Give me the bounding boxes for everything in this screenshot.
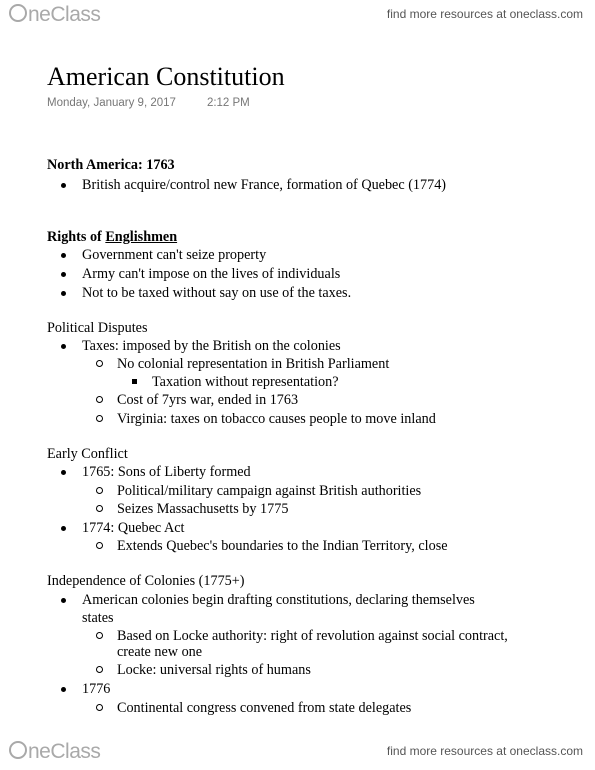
- note-time: 2:12 PM: [206, 97, 250, 109]
- section-heading: North America: 1763: [47, 157, 175, 173]
- bullet-item: Army can't impose on the lives of individuals: [82, 266, 341, 282]
- section-heading: Independence of Colonies (1775+): [47, 573, 245, 589]
- footer-tagline[interactable]: find more resources at oneclass.com: [386, 744, 583, 758]
- sub-bullet-item: Locke: universal rights of humans: [117, 662, 311, 678]
- bullet-item: Government can't seize property: [82, 247, 267, 263]
- oneclass-logo[interactable]: neClass: [9, 3, 100, 27]
- note-timestamp: [47, 97, 250, 109]
- header-tagline[interactable]: find more resources at oneclass.com: [386, 7, 583, 21]
- page-footer: [0, 740, 595, 768]
- sub-bullet-item: Based on Locke authority: right of revolution against social contract,: [117, 628, 508, 644]
- bullet-item: British acquire/control new France, formation of Quebec (1774): [82, 177, 447, 193]
- bullet-item: 1774: Quebec Act: [82, 520, 185, 536]
- bullet-continuation: states: [82, 610, 114, 626]
- sub-bullet-item: Extends Quebec's boundaries to the Indian Territory, close: [117, 538, 448, 554]
- bullet-item: Not to be taxed without say on use of the taxes.: [82, 285, 352, 301]
- sub-sub-bullet-item: Taxation without representation?: [152, 374, 339, 390]
- bullet-item: Taxes: imposed by the British on the colonies: [82, 338, 341, 354]
- page-title: American Constitution: [47, 62, 285, 91]
- sub-bullet-item: Political/military campaign against British authorities: [117, 483, 422, 499]
- bullet-item: 1765: Sons of Liberty formed: [82, 464, 251, 480]
- section-heading: Political Disputes: [47, 320, 148, 336]
- bullet-item: 1776: [82, 681, 111, 697]
- logo-o-icon: [9, 741, 27, 759]
- bullet-item: American colonies begin drafting constitutions, declaring themselves: [82, 592, 475, 608]
- sub-bullet-item: Continental congress convened from state delegates: [117, 700, 412, 716]
- logo-o-icon: [9, 4, 27, 22]
- sub-bullet-continuation: create new one: [117, 644, 203, 660]
- sub-bullet-item: Cost of 7yrs war, ended in 1763: [117, 392, 299, 408]
- sub-bullet-item: Virginia: taxes on tobacco causes people to move inland: [117, 411, 436, 427]
- sub-bullet-item: No colonial representation in British Parliament: [117, 356, 390, 372]
- page-header: [0, 0, 595, 28]
- oneclass-logo[interactable]: neClass: [9, 740, 100, 764]
- section-heading: Rights of Englishmen: [47, 229, 178, 245]
- note-date: Monday, January 9, 2017: [47, 97, 176, 109]
- sub-bullet-item: Seizes Massachusetts by 1775: [117, 501, 289, 517]
- section-heading: Early Conflict: [47, 446, 128, 462]
